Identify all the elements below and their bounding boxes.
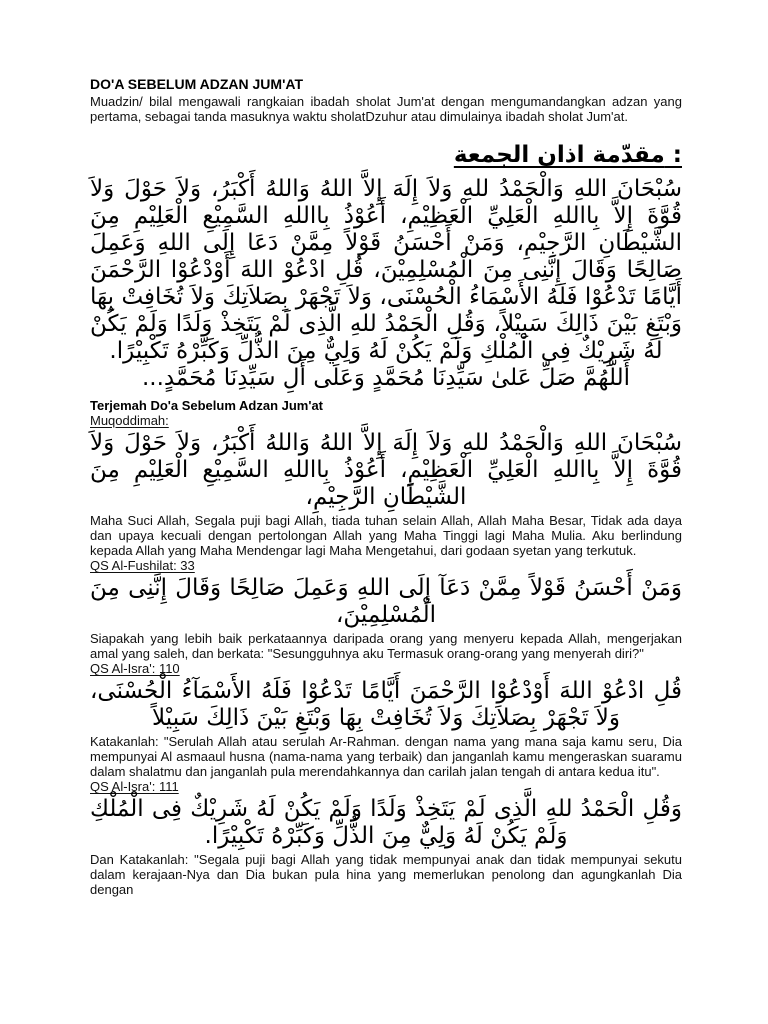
section-translation: Katakanlah: "Serulah Allah atau serulah Ar-Rahman. dengan nama yang mana saja kamu seru, Dia mempunyai Al asmaaul husna (nama-nama yang terbaik) dan janganlah kamu mengeraskan suaramu dalam shalatmu dan janganlah pula merendahkannya dan carilah jalan tengah di antara kedua itu".	[90, 734, 682, 779]
prayer-arabic-text: سُبْحَانَ اللهِ وَالْحَمْدُ للهِ وَلاَ إِلَهَ إِلاَّ اللهُ وَاللهُ أَكْبَرُ، وَلاَ حَوْلَ وَلاَ قُوَّةَ إِلاَّ بِااللهِ الْعَلِيِّ الْعَظِيْمِ، أَعُوْذُ بِااللهِ السَّمِيْعِ الْعَلِيْمِ مِنَ الشَّيْطَانِ الرَّجِيْمِ، وَمَنْ أَحْسَنُ قَوْلاً مِمَّنْ دَعَا إِلَى اللهِ وَعَمِلَ صَالِحًا وَقَالَ إِنَّنِى مِنَ الْمُسْلِمِيْنَ، قُلِ ادْعُوْ اللهَ أَوْدْعُوْا الرَّحْمَنَ أَيَّامًا تَدْعُوْا فَلَهُ الأَسْمَاءُ الْحُسْنَى، وَلاَ تَجْهَرْ بِصَلاَتِكَ وَلاَ تُخَافِتْ بِهَا وَبْتَغِ بَيْنَ ذَالِكَ سَبِيْلاً، وَقُلِ الْحَمْدُ للهِ الَّذِى لَمْ يَتَخِذْ وَلَدًا وَلَمْ يَكُنْ لَهُ شَرِيْكٌ فِى الْمُلْكِ وَلَمْ يَكُنْ لَهُ وَلِيٌّ مِنَ الذُّلِّ وَكَبِّرْهُ تَكْبِيْرًا.	[90, 176, 682, 364]
section-qs-al-isra-110	[90, 661, 682, 779]
translation-heading: Terjemah Do'a Sebelum Adzan Jum'at	[90, 398, 324, 413]
section-arabic-text: وَقُلِ الْحَمْدُ للهِ الَّذِى لَمْ يَتَخِذْ وَلَدًا وَلَمْ يَكُنْ لَهُ شَرِيْكٌ فِى الْمُلْكِ وَلَمْ يَكُنْ لَهُ وَلِيٌّ مِنَ الذُّلِّ وَكَبِّرْهُ تَكْبِيْرًا.	[90, 796, 682, 849]
section-arabic-text: سُبْحَانَ اللهِ وَالْحَمْدُ للهِ وَلاَ إِلَهَ إِلاَّ اللهُ وَاللهُ أَكْبَرُ، وَلاَ حَوْلَ وَلاَ قُوَّةَ إِلاَّ بِااللهِ الْعَلِيِّ الْعَظِيْمِ، أَعُوْذُ بِااللهِ السَّمِيْعِ الْعَلِيْمِ مِنَ الشَّيْطَانِ الرَّجِيْمِ،	[90, 430, 682, 510]
section-qs-al-fushilat-33	[90, 558, 682, 661]
page-title: DO'A SEBELUM ADZAN JUM'AT	[90, 76, 304, 92]
section-label: QS Al-Fushilat: 33	[90, 558, 195, 573]
arabic-section-heading-text: مقدّمة اذان الجمعة :	[453, 142, 682, 168]
section-arabic-text: قُلِ ادْعُوْ اللهَ أَوْدْعُوْا الرَّحْمَنَ أَيَّامًا تَدْعُوْا فَلَهُ الأَسْمَآءُ الْحُسْنَى، وَلاَ تَجْهَرْ بِصَلاَتِكَ وَلاَ تُخَافِتْ بِهَا وَبْتَغِ بَيْنَ ذَالِكَ سَبِيْلاً	[90, 678, 682, 731]
section-translation: Siapakah yang lebih baik perkataannya daripada orang yang menyeru kepada Allah, mengerjakan amal yang saleh, dan berkata: "Sesungguhnya aku Termasuk orang-orang yang menyerah diri?"	[90, 631, 682, 661]
intro-paragraph: Muadzin/ bilal mengawali rangkaian ibadah sholat Jum'at dengan mengumandangkan adzan yang pertama, sebagai tanda masuknya waktu sholatDzuhur atau dimulainya ibadah sholat Jum'at.	[90, 94, 682, 124]
section-arabic-text: وَمَنْ أَحْسَنُ قَوْلاً مِمَّنْ دَعَآ إِلَى اللهِ وَعَمِلَ صَالِحًا وَقَالَ إِنَّنِى مِنَ الْمُسْلِمِيْنَ،	[90, 575, 682, 628]
section-label: QS Al-Isra': 111	[90, 779, 179, 794]
section-translation: Maha Suci Allah, Segala puji bagi Allah, tiada tuhan selain Allah, Allah Maha Besar, Tidak ada daya dan upaya kecuali dengan pertolongan Allah yang Maha Tinggi lagi Maha Mulia. Aku berlindung kepada Allah yang Maha Mendengar lagi Maha Mengetahui, dari godaan syetan yang terkutuk.	[90, 513, 682, 558]
section-label: Muqoddimah:	[90, 413, 169, 428]
section-label: QS Al-Isra': 110	[90, 661, 180, 676]
arabic-section-heading	[90, 140, 682, 170]
section-translation: Dan Katakanlah: "Segala puji bagi Allah yang tidak mempunyai anak dan tidak mempunyai sekutu dalam kerajaan-Nya dan Dia bukan pula hina yang memerlukan penolong dan agungkanlah Dia dengan	[90, 852, 682, 897]
section-muqoddimah	[90, 413, 682, 558]
section-qs-al-isra-111	[90, 779, 682, 897]
salawat-line: أَللَّهُمَّ صَلِّ عَلىٰ سَيِّدِنَا مُحَمَّدٍ وَعَلَى أَلِ سَيِّدِنَا مُحَمَّدٍ...	[142, 365, 630, 391]
